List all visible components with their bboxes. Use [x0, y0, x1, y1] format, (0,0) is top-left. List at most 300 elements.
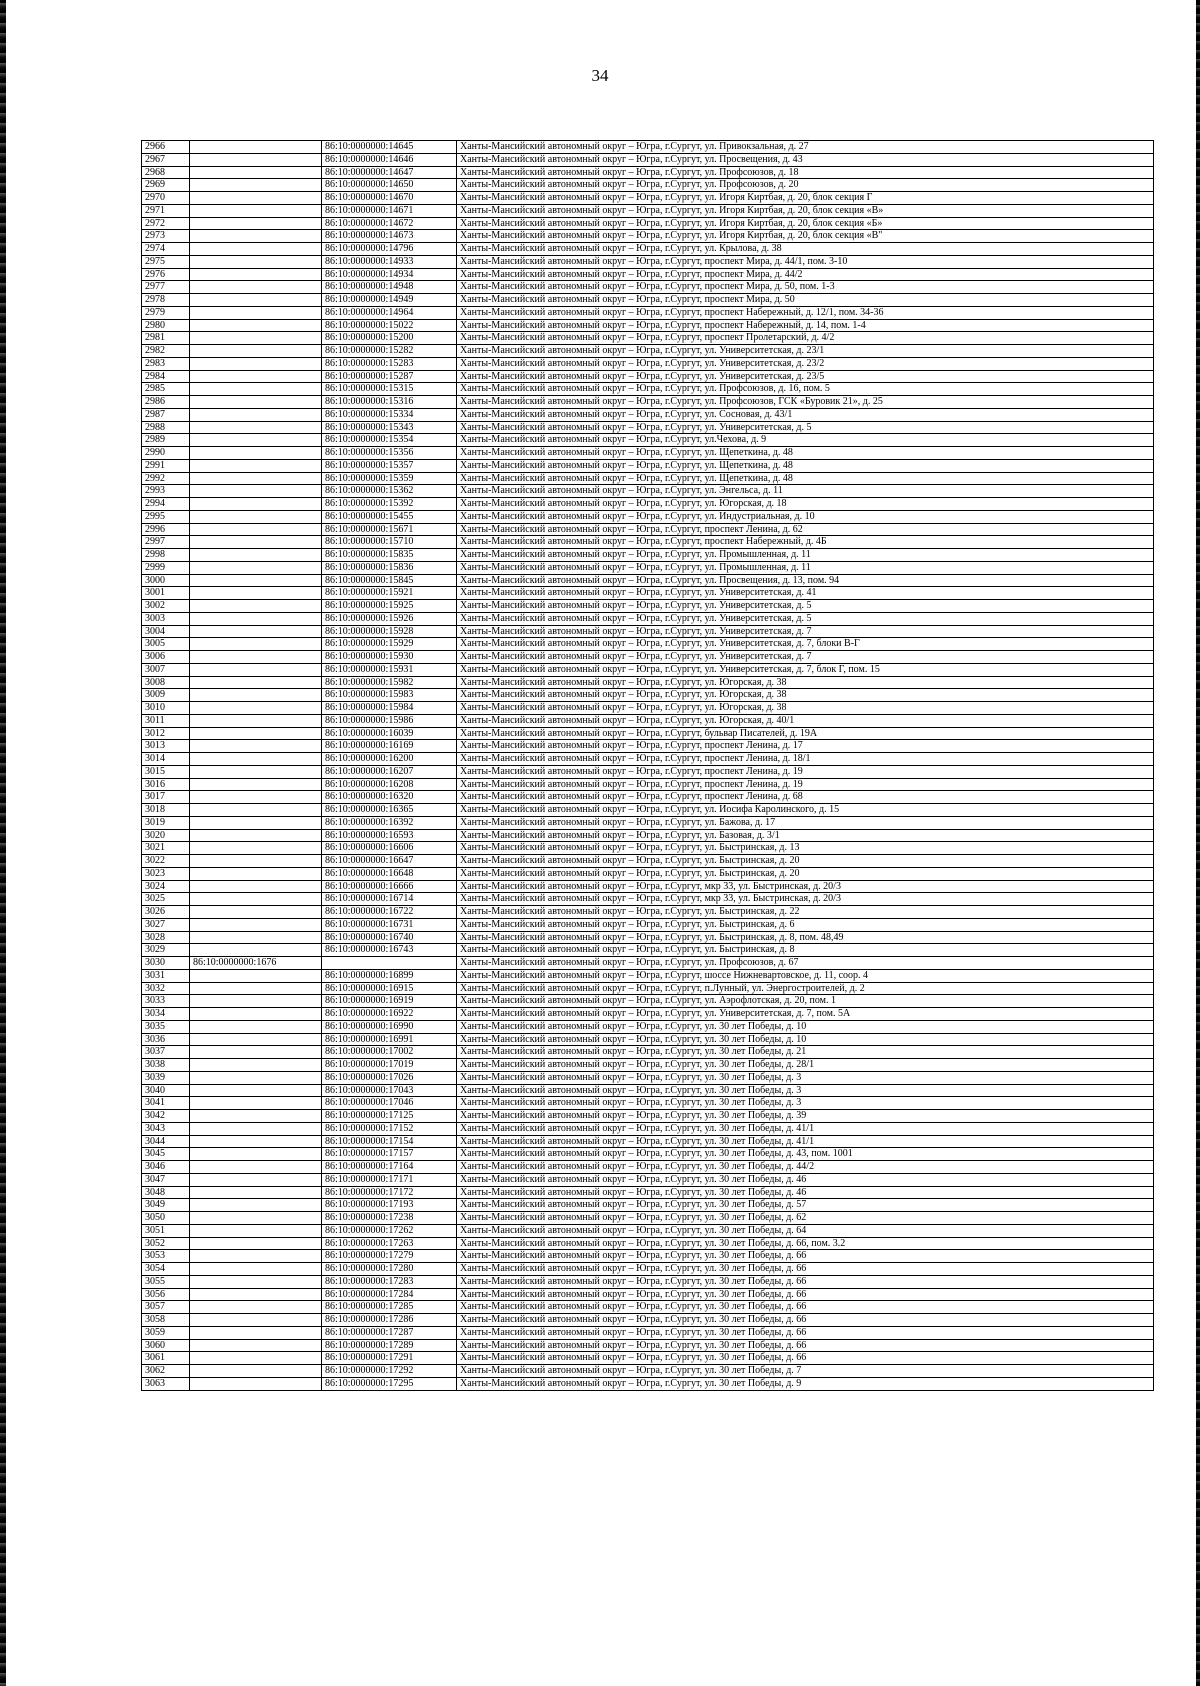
- old-cadastral-number-cell: [190, 281, 322, 294]
- row-number-cell: 3045: [142, 1148, 190, 1161]
- old-cadastral-number-cell: [190, 612, 322, 625]
- cadastral-number-cell: 86:10:0000000:16740: [322, 931, 457, 944]
- cadastral-number-cell: 86:10:0000000:15357: [322, 459, 457, 472]
- address-cell: Ханты-Мансийский автономный округ – Югра, г.Сургут, ул. Игоря Киртбая, д. 20, блок секция «В": [457, 230, 1154, 243]
- cadastral-number-cell: 86:10:0000000:14949: [322, 294, 457, 307]
- address-cell: Ханты-Мансийский автономный округ – Югра, г.Сургут, проспект Пролетарский, д. 4/2: [457, 332, 1154, 345]
- cadastral-number-cell: 86:10:0000000:14948: [322, 281, 457, 294]
- row-number-cell: 2986: [142, 396, 190, 409]
- row-number-cell: 3029: [142, 944, 190, 957]
- old-cadastral-number-cell: [190, 931, 322, 944]
- row-number-cell: 3001: [142, 587, 190, 600]
- old-cadastral-number-cell: [190, 1352, 322, 1365]
- address-cell: Ханты-Мансийский автономный округ – Югра, г.Сургут, проспект Мира, д. 50, пом. 1-3: [457, 281, 1154, 294]
- row-number-cell: 3056: [142, 1288, 190, 1301]
- address-cell: Ханты-Мансийский автономный округ – Югра, г.Сургут, проспект Ленина, д. 19: [457, 778, 1154, 791]
- table-row: [142, 485, 1154, 498]
- address-cell: Ханты-Мансийский автономный округ – Югра, г.Сургут, ул. Просвещения, д. 13, пом. 94: [457, 574, 1154, 587]
- row-number-cell: 3031: [142, 969, 190, 982]
- row-number-cell: 2976: [142, 268, 190, 281]
- row-number-cell: 2997: [142, 536, 190, 549]
- row-number-cell: 2980: [142, 319, 190, 332]
- cadastral-number-cell: 86:10:0000000:17238: [322, 1212, 457, 1225]
- address-cell: Ханты-Мансийский автономный округ – Югра, г.Сургут, ул. Университетская, д. 7, пом. 5А: [457, 1008, 1154, 1021]
- address-cell: Ханты-Мансийский автономный округ – Югра, г.Сургут, ул. 30 лет Победы, д. 7: [457, 1365, 1154, 1378]
- table-row: [142, 1237, 1154, 1250]
- table-row: [142, 1161, 1154, 1174]
- table-row: [142, 714, 1154, 727]
- cadastral-number-cell: 86:10:0000000:14933: [322, 255, 457, 268]
- cadastral-number-cell: 86:10:0000000:15200: [322, 332, 457, 345]
- address-cell: Ханты-Мансийский автономный округ – Югра, г.Сургут, ул. Университетская, д. 7, блоки В-Г: [457, 638, 1154, 651]
- table-row: [142, 587, 1154, 600]
- old-cadastral-number-cell: [190, 230, 322, 243]
- old-cadastral-number-cell: [190, 1033, 322, 1046]
- address-cell: Ханты-Мансийский автономный округ – Югра, г.Сургут, ул. Промышленная, д. 11: [457, 561, 1154, 574]
- address-cell: Ханты-Мансийский автономный округ – Югра, г.Сургут, ул. 30 лет Победы, д. 62: [457, 1212, 1154, 1225]
- address-cell: Ханты-Мансийский автономный округ – Югра, г.Сургут, ул. Профсоюзов, д. 16, пом. 5: [457, 383, 1154, 396]
- cadastral-number-cell: 86:10:0000000:17262: [322, 1224, 457, 1237]
- old-cadastral-number-cell: [190, 906, 322, 919]
- table-row: [142, 663, 1154, 676]
- table-row: [142, 1110, 1154, 1123]
- old-cadastral-number-cell: [190, 434, 322, 447]
- cadastral-number-cell: 86:10:0000000:15983: [322, 689, 457, 702]
- row-number-cell: 3025: [142, 893, 190, 906]
- cadastral-number-cell: 86:10:0000000:15986: [322, 714, 457, 727]
- cadastral-number-cell: 86:10:0000000:15354: [322, 434, 457, 447]
- table-row: [142, 1046, 1154, 1059]
- row-number-cell: 3004: [142, 625, 190, 638]
- row-number-cell: 3027: [142, 918, 190, 931]
- table-row: [142, 1314, 1154, 1327]
- cadastral-number-cell: 86:10:0000000:17043: [322, 1084, 457, 1097]
- row-number-cell: 3059: [142, 1326, 190, 1339]
- table-row: [142, 421, 1154, 434]
- cadastral-number-cell: 86:10:0000000:17157: [322, 1148, 457, 1161]
- row-number-cell: 3028: [142, 931, 190, 944]
- table-row: [142, 944, 1154, 957]
- old-cadastral-number-cell: [190, 893, 322, 906]
- old-cadastral-number-cell: [190, 995, 322, 1008]
- old-cadastral-number-cell: [190, 217, 322, 230]
- row-number-cell: 3049: [142, 1199, 190, 1212]
- old-cadastral-number-cell: [190, 651, 322, 664]
- table-row: [142, 370, 1154, 383]
- address-cell: Ханты-Мансийский автономный округ – Югра, г.Сургут, ул. Бажова, д. 17: [457, 816, 1154, 829]
- table-row: [142, 204, 1154, 217]
- row-number-cell: 3009: [142, 689, 190, 702]
- row-number-cell: 2970: [142, 192, 190, 205]
- old-cadastral-number-cell: [190, 383, 322, 396]
- cadastral-number-cell: 86:10:0000000:17292: [322, 1365, 457, 1378]
- address-cell: Ханты-Мансийский автономный округ – Югра, г.Сургут, ул. Профсоюзов, д. 67: [457, 957, 1154, 970]
- address-cell: Ханты-Мансийский автономный округ – Югра, г.Сургут, ул. Энгельса, д. 11: [457, 485, 1154, 498]
- cadastral-number-cell: 86:10:0000000:16208: [322, 778, 457, 791]
- table-row: [142, 549, 1154, 562]
- table-row: [142, 676, 1154, 689]
- address-cell: Ханты-Мансийский автономный округ – Югра, г.Сургут, ул. Университетская, д. 23/5: [457, 370, 1154, 383]
- table-row: [142, 1301, 1154, 1314]
- address-cell: Ханты-Мансийский автономный округ – Югра, г.Сургут, проспект Мира, д. 50: [457, 294, 1154, 307]
- address-cell: Ханты-Мансийский автономный округ – Югра, г.Сургут, ул. Югорская, д. 38: [457, 676, 1154, 689]
- row-number-cell: 3058: [142, 1314, 190, 1327]
- row-number-cell: 3008: [142, 676, 190, 689]
- row-number-cell: 3047: [142, 1173, 190, 1186]
- address-cell: Ханты-Мансийский автономный округ – Югра, г.Сургут, ул. Игоря Киртбая, д. 20, блок секция «В»: [457, 204, 1154, 217]
- address-cell: Ханты-Мансийский автономный округ – Югра, г.Сургут, бульвар Писателей, д. 19А: [457, 727, 1154, 740]
- address-cell: Ханты-Мансийский автономный округ – Югра, г.Сургут, мкр 33, ул. Быстринская, д. 20/3: [457, 893, 1154, 906]
- cadastral-number-cell: 86:10:0000000:17295: [322, 1377, 457, 1390]
- cadastral-number-cell: 86:10:0000000:14673: [322, 230, 457, 243]
- table-row: [142, 1250, 1154, 1263]
- address-cell: Ханты-Мансийский автономный округ – Югра, г.Сургут, ул. 30 лет Победы, д. 39: [457, 1110, 1154, 1123]
- old-cadastral-number-cell: [190, 459, 322, 472]
- table-row: [142, 880, 1154, 893]
- row-number-cell: 3060: [142, 1339, 190, 1352]
- table-row: [142, 906, 1154, 919]
- old-cadastral-number-cell: [190, 192, 322, 205]
- cadastral-number-cell: 86:10:0000000:16722: [322, 906, 457, 919]
- row-number-cell: 2981: [142, 332, 190, 345]
- table-row: [142, 332, 1154, 345]
- row-number-cell: 2983: [142, 357, 190, 370]
- old-cadastral-number-cell: [190, 1084, 322, 1097]
- address-cell: Ханты-Мансийский автономный округ – Югра, г.Сургут, п.Лунный, ул. Энергостроителей, д. 2: [457, 982, 1154, 995]
- address-cell: Ханты-Мансийский автономный округ – Югра, г.Сургут, ул. 30 лет Победы, д. 66, пом. 3.2: [457, 1237, 1154, 1250]
- table-row: [142, 1377, 1154, 1390]
- old-cadastral-number-cell: [190, 561, 322, 574]
- table-row: [142, 1008, 1154, 1021]
- table-row: [142, 523, 1154, 536]
- row-number-cell: 2989: [142, 434, 190, 447]
- cadastral-number-cell: 86:10:0000000:16714: [322, 893, 457, 906]
- table-row: [142, 931, 1154, 944]
- table-row: [142, 166, 1154, 179]
- old-cadastral-number-cell: [190, 842, 322, 855]
- address-cell: Ханты-Мансийский автономный округ – Югра, г.Сургут, ул. 30 лет Победы, д. 46: [457, 1173, 1154, 1186]
- table-row: [142, 179, 1154, 192]
- row-number-cell: 2969: [142, 179, 190, 192]
- cadastral-number-cell: 86:10:0000000:17026: [322, 1071, 457, 1084]
- row-number-cell: 3041: [142, 1097, 190, 1110]
- cadastral-number-cell: 86:10:0000000:16320: [322, 791, 457, 804]
- old-cadastral-number-cell: [190, 1314, 322, 1327]
- old-cadastral-number-cell: [190, 485, 322, 498]
- cadastral-number-cell: 86:10:0000000:17019: [322, 1059, 457, 1072]
- cadastral-number-cell: [322, 957, 457, 970]
- address-cell: Ханты-Мансийский автономный округ – Югра, г.Сургут, ул. Университетская, д. 5: [457, 421, 1154, 434]
- cadastral-number-cell: 86:10:0000000:15982: [322, 676, 457, 689]
- address-cell: Ханты-Мансийский автономный округ – Югра, г.Сургут, ул. Просвещения, д. 43: [457, 153, 1154, 166]
- table-row: [142, 651, 1154, 664]
- row-number-cell: 2977: [142, 281, 190, 294]
- cadastral-number-cell: 86:10:0000000:17171: [322, 1173, 457, 1186]
- address-cell: Ханты-Мансийский автономный округ – Югра, г.Сургут, ул. Югорская, д. 40/1: [457, 714, 1154, 727]
- cadastral-number-cell: 86:10:0000000:17287: [322, 1326, 457, 1339]
- row-number-cell: 3023: [142, 867, 190, 880]
- cadastral-number-cell: 86:10:0000000:14646: [322, 153, 457, 166]
- row-number-cell: 3038: [142, 1059, 190, 1072]
- row-number-cell: 3022: [142, 855, 190, 868]
- cadastral-number-cell: 86:10:0000000:17289: [322, 1339, 457, 1352]
- address-cell: Ханты-Мансийский автономный округ – Югра, г.Сургут, ул. Быстринская, д. 20: [457, 867, 1154, 880]
- address-cell: Ханты-Мансийский автономный округ – Югра, г.Сургут, ул. 30 лет Победы, д. 64: [457, 1224, 1154, 1237]
- row-number-cell: 3048: [142, 1186, 190, 1199]
- row-number-cell: 3024: [142, 880, 190, 893]
- row-number-cell: 3061: [142, 1352, 190, 1365]
- cadastral-number-cell: 86:10:0000000:16990: [322, 1020, 457, 1033]
- cadastral-number-cell: 86:10:0000000:15356: [322, 447, 457, 460]
- table-row: [142, 1339, 1154, 1352]
- address-cell: Ханты-Мансийский автономный округ – Югра, г.Сургут, ул. Быстринская, д. 8: [457, 944, 1154, 957]
- cadastral-number-cell: 86:10:0000000:15925: [322, 600, 457, 613]
- old-cadastral-number-cell: [190, 867, 322, 880]
- address-cell: Ханты-Мансийский автономный округ – Югра, г.Сургут, ул. 30 лет Победы, д. 10: [457, 1033, 1154, 1046]
- row-number-cell: 2987: [142, 408, 190, 421]
- table-row: [142, 638, 1154, 651]
- address-cell: Ханты-Мансийский автономный округ – Югра, г.Сургут, ул.Чехова, д. 9: [457, 434, 1154, 447]
- old-cadastral-number-cell: [190, 1288, 322, 1301]
- address-cell: Ханты-Мансийский автономный округ – Югра, г.Сургут, ул. Индустриальная, д. 10: [457, 510, 1154, 523]
- cadastral-number-cell: 86:10:0000000:16666: [322, 880, 457, 893]
- row-number-cell: 3046: [142, 1161, 190, 1174]
- row-number-cell: 3037: [142, 1046, 190, 1059]
- address-cell: Ханты-Мансийский автономный округ – Югра, г.Сургут, проспект Набережный, д. 4Б: [457, 536, 1154, 549]
- table-row: [142, 192, 1154, 205]
- cadastral-number-cell: 86:10:0000000:14650: [322, 179, 457, 192]
- table-row: [142, 408, 1154, 421]
- old-cadastral-number-cell: [190, 702, 322, 715]
- old-cadastral-number-cell: [190, 1059, 322, 1072]
- page-number: 34: [591, 66, 609, 85]
- old-cadastral-number-cell: [190, 1199, 322, 1212]
- old-cadastral-number-cell: [190, 778, 322, 791]
- old-cadastral-number-cell: [190, 600, 322, 613]
- old-cadastral-number-cell: [190, 1224, 322, 1237]
- table-row: [142, 383, 1154, 396]
- old-cadastral-number-cell: [190, 319, 322, 332]
- cadastral-number-cell: 86:10:0000000:15334: [322, 408, 457, 421]
- cadastral-number-cell: 86:10:0000000:14671: [322, 204, 457, 217]
- old-cadastral-number-cell: [190, 1161, 322, 1174]
- address-cell: Ханты-Мансийский автономный округ – Югра, г.Сургут, ул. Привокзальная, д. 27: [457, 141, 1154, 154]
- old-cadastral-number-cell: [190, 408, 322, 421]
- address-cell: Ханты-Мансийский автономный округ – Югра, г.Сургут, ул. 30 лет Победы, д. 41/1: [457, 1122, 1154, 1135]
- table-row: [142, 153, 1154, 166]
- row-number-cell: 3044: [142, 1135, 190, 1148]
- cadastral-number-cell: 86:10:0000000:17193: [322, 1199, 457, 1212]
- address-cell: Ханты-Мансийский автономный округ – Югра, г.Сургут, проспект Мира, д. 44/2: [457, 268, 1154, 281]
- address-cell: Ханты-Мансийский автономный округ – Югра, г.Сургут, проспект Ленина, д. 68: [457, 791, 1154, 804]
- cadastral-number-cell: 86:10:0000000:15359: [322, 472, 457, 485]
- table-row: [142, 1212, 1154, 1225]
- old-cadastral-number-cell: [190, 676, 322, 689]
- old-cadastral-number-cell: [190, 855, 322, 868]
- row-number-cell: 3012: [142, 727, 190, 740]
- cadastral-number-cell: 86:10:0000000:15455: [322, 510, 457, 523]
- cadastral-number-cell: 86:10:0000000:16200: [322, 753, 457, 766]
- table-row: [142, 689, 1154, 702]
- row-number-cell: 3053: [142, 1250, 190, 1263]
- address-cell: Ханты-Мансийский автономный округ – Югра, г.Сургут, ул. 30 лет Победы, д. 28/1: [457, 1059, 1154, 1072]
- row-number-cell: 3057: [142, 1301, 190, 1314]
- address-cell: Ханты-Мансийский автономный округ – Югра, г.Сургут, ул. Крылова, д. 38: [457, 243, 1154, 256]
- old-cadastral-number-cell: [190, 918, 322, 931]
- row-number-cell: 2972: [142, 217, 190, 230]
- row-number-cell: 3016: [142, 778, 190, 791]
- old-cadastral-number-cell: [190, 1097, 322, 1110]
- table-row: [142, 918, 1154, 931]
- table-row: [142, 574, 1154, 587]
- cadastral-number-cell: 86:10:0000000:17285: [322, 1301, 457, 1314]
- address-cell: Ханты-Мансийский автономный округ – Югра, г.Сургут, ул. Югорская, д. 38: [457, 702, 1154, 715]
- table-row: [142, 281, 1154, 294]
- row-number-cell: 2991: [142, 459, 190, 472]
- table-row: [142, 1173, 1154, 1186]
- table-row: [142, 1148, 1154, 1161]
- row-number-cell: 3055: [142, 1275, 190, 1288]
- old-cadastral-number-cell: [190, 243, 322, 256]
- cadastral-number-cell: 86:10:0000000:14670: [322, 192, 457, 205]
- old-cadastral-number-cell: [190, 714, 322, 727]
- table-row: [142, 1326, 1154, 1339]
- cadastral-number-cell: 86:10:0000000:17046: [322, 1097, 457, 1110]
- old-cadastral-number-cell: [190, 816, 322, 829]
- old-cadastral-number-cell: [190, 357, 322, 370]
- address-cell: Ханты-Мансийский автономный округ – Югра, г.Сургут, ул. Быстринская, д. 13: [457, 842, 1154, 855]
- old-cadastral-number-cell: [190, 1365, 322, 1378]
- old-cadastral-number-cell: [190, 510, 322, 523]
- address-cell: Ханты-Мансийский автономный округ – Югра, г.Сургут, ул. Быстринская, д. 20: [457, 855, 1154, 868]
- table-row: [142, 829, 1154, 842]
- old-cadastral-number-cell: [190, 536, 322, 549]
- cadastral-number-cell: 86:10:0000000:17263: [322, 1237, 457, 1250]
- row-number-cell: 2979: [142, 306, 190, 319]
- address-cell: Ханты-Мансийский автономный округ – Югра, г.Сургут, ул. Университетская, д. 23/2: [457, 357, 1154, 370]
- old-cadastral-number-cell: [190, 765, 322, 778]
- table-row: [142, 1135, 1154, 1148]
- row-number-cell: 2994: [142, 498, 190, 511]
- old-cadastral-number-cell: [190, 638, 322, 651]
- cadastral-number-cell: 86:10:0000000:16919: [322, 995, 457, 1008]
- row-number-cell: 3062: [142, 1365, 190, 1378]
- row-number-cell: 3013: [142, 740, 190, 753]
- cadastral-number-cell: 86:10:0000000:15282: [322, 345, 457, 358]
- table-row: [142, 1033, 1154, 1046]
- old-cadastral-number-cell: [190, 447, 322, 460]
- old-cadastral-number-cell: [190, 1046, 322, 1059]
- table-row: [142, 995, 1154, 1008]
- old-cadastral-number-cell: [190, 587, 322, 600]
- table-row: [142, 396, 1154, 409]
- cadastral-number-cell: 86:10:0000000:15930: [322, 651, 457, 664]
- row-number-cell: 3052: [142, 1237, 190, 1250]
- address-cell: Ханты-Мансийский автономный округ – Югра, г.Сургут, ул. Щепеткина, д. 48: [457, 447, 1154, 460]
- old-cadastral-number-cell: [190, 1008, 322, 1021]
- table-row: [142, 1263, 1154, 1276]
- row-number-cell: 3014: [142, 753, 190, 766]
- address-cell: Ханты-Мансийский автономный округ – Югра, г.Сургут, ул. 30 лет Победы, д. 3: [457, 1097, 1154, 1110]
- row-number-cell: 3010: [142, 702, 190, 715]
- address-cell: Ханты-Мансийский автономный округ – Югра, г.Сургут, ул. Щепеткина, д. 48: [457, 459, 1154, 472]
- row-number-cell: 3005: [142, 638, 190, 651]
- cadastral-number-cell: 86:10:0000000:17172: [322, 1186, 457, 1199]
- old-cadastral-number-cell: [190, 1377, 322, 1390]
- row-number-cell: 3007: [142, 663, 190, 676]
- table-row: [142, 459, 1154, 472]
- old-cadastral-number-cell: [190, 268, 322, 281]
- old-cadastral-number-cell: [190, 1275, 322, 1288]
- address-cell: Ханты-Мансийский автономный округ – Югра, г.Сургут, ул. Базовая, д. 3/1: [457, 829, 1154, 842]
- table-row: [142, 447, 1154, 460]
- cadastral-number-cell: 86:10:0000000:16606: [322, 842, 457, 855]
- old-cadastral-number-cell: [190, 829, 322, 842]
- old-cadastral-number-cell: [190, 1020, 322, 1033]
- old-cadastral-number-cell: [190, 753, 322, 766]
- table-row: [142, 510, 1154, 523]
- old-cadastral-number-cell: [190, 625, 322, 638]
- address-cell: Ханты-Мансийский автономный округ – Югра, г.Сургут, ул. 30 лет Победы, д. 41/1: [457, 1135, 1154, 1148]
- address-cell: Ханты-Мансийский автономный округ – Югра, г.Сургут, ул. 30 лет Победы, д. 66: [457, 1250, 1154, 1263]
- old-cadastral-number-cell: [190, 141, 322, 154]
- cadastral-number-cell: 86:10:0000000:16392: [322, 816, 457, 829]
- row-number-cell: 2995: [142, 510, 190, 523]
- address-cell: Ханты-Мансийский автономный округ – Югра, г.Сургут, ул. Югорская, д. 38: [457, 689, 1154, 702]
- table-row: [142, 1352, 1154, 1365]
- row-number-cell: 2966: [142, 141, 190, 154]
- cadastral-number-cell: 86:10:0000000:15836: [322, 561, 457, 574]
- address-cell: Ханты-Мансийский автономный округ – Югра, г.Сургут, ул. 30 лет Победы, д. 46: [457, 1186, 1154, 1199]
- old-cadastral-number-cell: 86:10:0000000:1676: [190, 957, 322, 970]
- address-cell: Ханты-Мансийский автономный округ – Югра, г.Сургут, проспект Ленина, д. 17: [457, 740, 1154, 753]
- row-number-cell: 2993: [142, 485, 190, 498]
- row-number-cell: 3011: [142, 714, 190, 727]
- address-cell: Ханты-Мансийский автономный округ – Югра, г.Сургут, ул. Университетская, д. 7: [457, 625, 1154, 638]
- row-number-cell: 2967: [142, 153, 190, 166]
- address-cell: Ханты-Мансийский автономный округ – Югра, г.Сургут, мкр 33, ул. Быстринская, д. 20/3: [457, 880, 1154, 893]
- row-number-cell: 3006: [142, 651, 190, 664]
- table-row: [142, 1071, 1154, 1084]
- old-cadastral-number-cell: [190, 804, 322, 817]
- row-number-cell: 2992: [142, 472, 190, 485]
- cadastral-number-cell: 86:10:0000000:15343: [322, 421, 457, 434]
- row-number-cell: 3033: [142, 995, 190, 1008]
- cadastral-number-cell: 86:10:0000000:16731: [322, 918, 457, 931]
- row-number-cell: 3063: [142, 1377, 190, 1390]
- table-row: [142, 893, 1154, 906]
- address-cell: Ханты-Мансийский автономный округ – Югра, г.Сургут, проспект Ленина, д. 62: [457, 523, 1154, 536]
- old-cadastral-number-cell: [190, 472, 322, 485]
- cadastral-number-cell: 86:10:0000000:14796: [322, 243, 457, 256]
- row-number-cell: 3035: [142, 1020, 190, 1033]
- address-cell: Ханты-Мансийский автономный округ – Югра, г.Сургут, проспект Мира, д. 44/1, пом. 3-10: [457, 255, 1154, 268]
- address-cell: Ханты-Мансийский автономный округ – Югра, г.Сургут, ул. Быстринская, д. 22: [457, 906, 1154, 919]
- old-cadastral-number-cell: [190, 204, 322, 217]
- table-row: [142, 702, 1154, 715]
- old-cadastral-number-cell: [190, 740, 322, 753]
- address-cell: Ханты-Мансийский автономный округ – Югра, г.Сургут, проспект Ленина, д. 18/1: [457, 753, 1154, 766]
- cadastral-number-cell: 86:10:0000000:17152: [322, 1122, 457, 1135]
- table-row: [142, 816, 1154, 829]
- row-number-cell: 3050: [142, 1212, 190, 1225]
- old-cadastral-number-cell: [190, 255, 322, 268]
- row-number-cell: 3051: [142, 1224, 190, 1237]
- old-cadastral-number-cell: [190, 1071, 322, 1084]
- old-cadastral-number-cell: [190, 294, 322, 307]
- cadastral-number-cell: 86:10:0000000:17002: [322, 1046, 457, 1059]
- row-number-cell: 3021: [142, 842, 190, 855]
